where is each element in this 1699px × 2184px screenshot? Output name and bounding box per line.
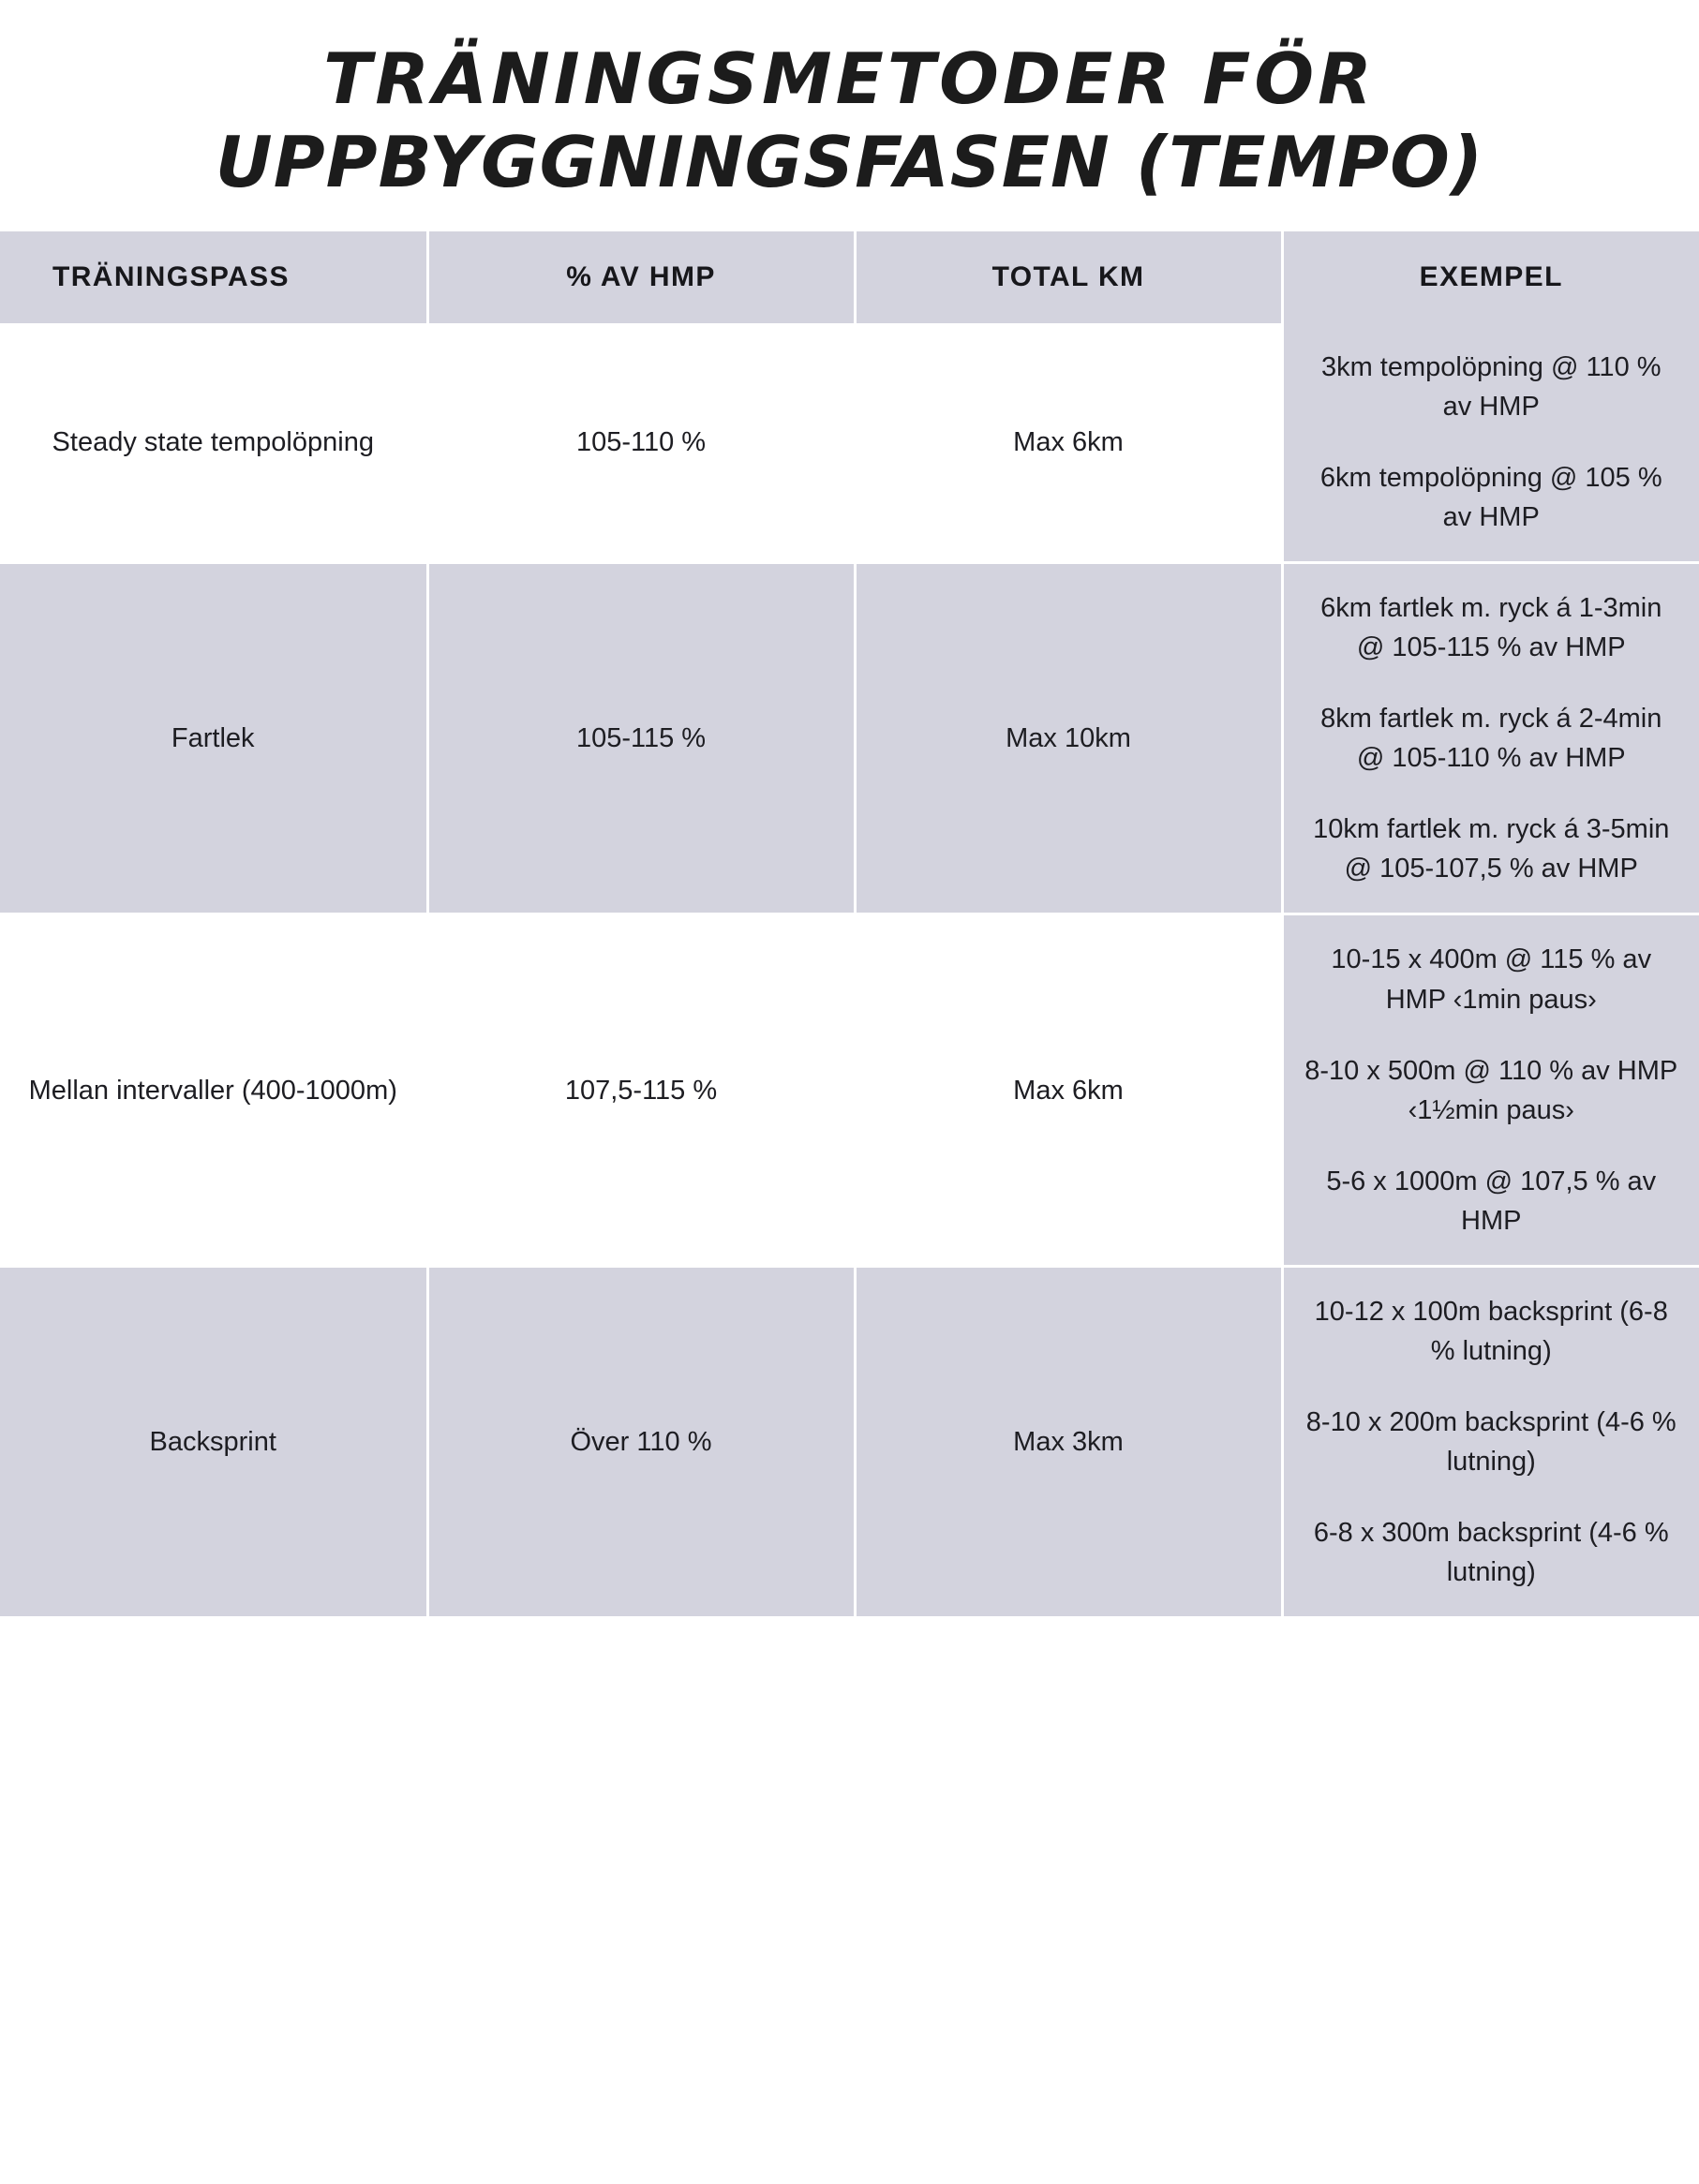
cell-training-session: Backsprint	[0, 1266, 427, 1617]
example-item: 10km fartlek m. ryck á 3-5min @ 105-107,5 % av HMP	[1313, 814, 1670, 884]
cell-percent-hmp: 105-115 %	[427, 563, 855, 914]
example-item: 10-12 x 100m backsprint (6-8 % lutning)	[1314, 1296, 1668, 1366]
table-row	[0, 323, 1699, 563]
cell-examples	[1282, 323, 1699, 563]
table-row	[0, 1266, 1699, 1617]
page-title-line-1: TRÄNINGSMETODER FÖR	[323, 37, 1376, 120]
cell-percent-hmp: 107,5-115 %	[427, 914, 855, 1266]
example-item: 8km fartlek m. ryck á 2-4min @ 105-110 % av HMP	[1320, 704, 1662, 774]
training-methods-table	[0, 231, 1699, 1619]
cell-percent-hmp: Över 110 %	[427, 1266, 855, 1617]
page-title	[119, 37, 1581, 203]
column-header-total-km: TOTAL KM	[855, 231, 1282, 323]
page-title-block	[0, 0, 1699, 231]
column-header-percent-hmp: % AV HMP	[427, 231, 855, 323]
cell-total-km: Max 6km	[855, 914, 1282, 1266]
example-item: 5-6 x 1000m @ 107,5 % av HMP	[1326, 1166, 1657, 1236]
cell-training-session: Mellan intervaller (400-1000m)	[0, 914, 427, 1266]
cell-examples	[1282, 914, 1699, 1266]
example-item: 10-15 x 400m @ 115 % av HMP ‹1min paus›	[1331, 944, 1652, 1015]
table-row	[0, 914, 1699, 1266]
example-item: 6-8 x 300m backsprint (4-6 % lutning)	[1313, 1517, 1669, 1587]
example-item: 8-10 x 500m @ 110 % av HMP ‹1½min paus›	[1304, 1055, 1678, 1125]
column-header-example: EXEMPEL	[1282, 231, 1699, 323]
example-item: 6km tempolöpning @ 105 % av HMP	[1319, 463, 1662, 533]
example-item: 3km tempolöpning @ 110 % av HMP	[1320, 352, 1662, 423]
cell-total-km: Max 6km	[855, 323, 1282, 563]
table-header-row	[0, 231, 1699, 323]
table-row	[0, 563, 1699, 914]
cell-percent-hmp: 105-110 %	[427, 323, 855, 563]
cell-training-session: Fartlek	[0, 563, 427, 914]
example-item: 8-10 x 200m backsprint (4-6 % lutning)	[1305, 1406, 1677, 1477]
cell-training-session: Steady state tempolöpning	[0, 323, 427, 563]
page-title-line-2: UPPBYGGNINGSFASEN (TEMPO)	[215, 120, 1484, 203]
table-body	[0, 323, 1699, 1618]
cell-examples	[1282, 1266, 1699, 1617]
example-item: 6km fartlek m. ryck á 1-3min @ 105-115 % av HMP	[1320, 593, 1662, 663]
cell-total-km: Max 10km	[855, 563, 1282, 914]
table-header	[0, 231, 1699, 323]
cell-total-km: Max 3km	[855, 1266, 1282, 1617]
column-header-training-session: TRÄNINGSPASS	[0, 231, 427, 323]
cell-examples	[1282, 563, 1699, 914]
